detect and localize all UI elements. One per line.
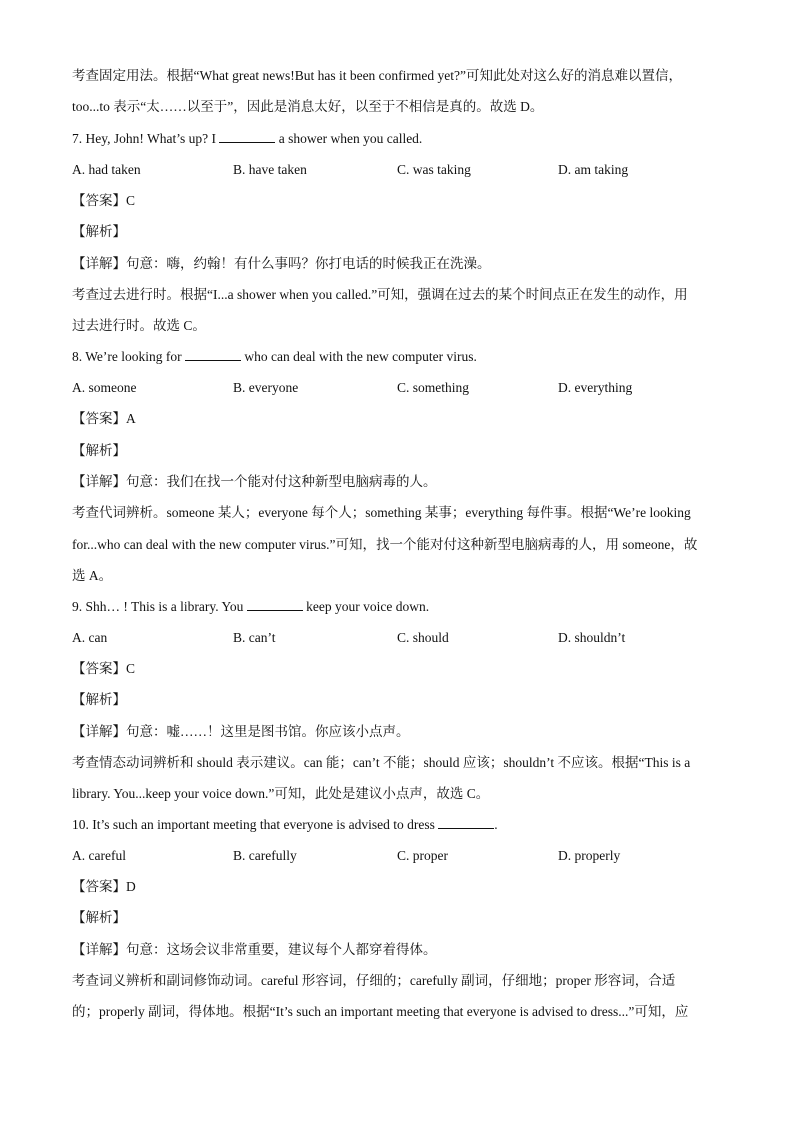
option-d: D. everything <box>558 380 633 395</box>
answer-blank <box>219 130 275 143</box>
option-a: A. can <box>72 630 108 645</box>
stem-text-after: . <box>494 817 498 832</box>
stem-text-after: a shower when you called. <box>275 131 423 146</box>
question-8-explain-2: for...who can deal with the new computer virus.”可知，找一个能对付这种新型电脑病毒的人，用 someone，故 <box>72 537 698 552</box>
question-10-explain-2: 的；properly 副词，得体地。根据“It’s such an important meeting that everyone is advised to dress...”可知，应 <box>72 1004 689 1019</box>
answer-blank <box>185 348 241 361</box>
option-c: C. should <box>397 630 449 645</box>
stem-text-before: 8. We’re looking for <box>72 349 186 364</box>
answer-blank <box>438 816 494 829</box>
intro-line-2: too...to 表示“太……以至于”，因此是消息太好，以至于不相信是真的。故选 D。 <box>72 99 544 114</box>
question-8-answer: 【答案】A <box>72 411 136 426</box>
stem-text-after: keep your voice down. <box>302 599 430 614</box>
question-10-analysis: 【解析】 <box>72 910 126 925</box>
option-a: A. had taken <box>72 162 141 177</box>
intro-line-1: 考查固定用法。根据“What great news!But has it been confirmed yet?”可知此处对这么好的消息难以置信， <box>72 68 683 83</box>
option-b: B. have taken <box>233 162 307 177</box>
question-7-explain-1: 考查过去进行时。根据“I...a shower when you called.”可知，强调在过去的某个时间点正在发生的动作，用 <box>72 287 688 302</box>
question-9-stem <box>72 597 732 617</box>
question-9-analysis: 【解析】 <box>72 692 126 707</box>
stem-text-before: 9. Shh… ! This is a library. You <box>72 599 247 614</box>
option-d: D. shouldn’t <box>558 630 626 645</box>
stem-text-before: 7. Hey, John! What’s up? I <box>72 131 220 146</box>
stem-text-after: who can deal with the new computer virus. <box>241 349 477 364</box>
question-10-detail: 【详解】句意：这场会议非常重要，建议每个人都穿着得体。 <box>72 942 437 957</box>
question-7-answer: 【答案】C <box>72 193 136 208</box>
question-7-explain-2: 过去进行时。故选 C。 <box>72 318 206 333</box>
option-b: B. can’t <box>233 630 276 645</box>
option-d: D. am taking <box>558 162 629 177</box>
question-8-detail: 【详解】句意：我们在找一个能对付这种新型电脑病毒的人。 <box>72 474 437 489</box>
question-8-analysis: 【解析】 <box>72 443 126 458</box>
stem-text-before: 10. It’s such an important meeting that everyone is advised to dress <box>72 817 439 832</box>
option-b: B. carefully <box>233 848 297 863</box>
question-9-explain-2: library. You...keep your voice down.”可知，此处是建议小点声，故选 C。 <box>72 786 490 801</box>
question-9-detail: 【详解】句意：嘘……！这里是图书馆。你应该小点声。 <box>72 724 410 739</box>
option-c: C. something <box>397 380 470 395</box>
question-8-explain-3: 选 A。 <box>72 568 113 583</box>
question-7-detail: 【详解】句意：嗨，约翰！有什么事吗？你打电话的时候我正在洗澡。 <box>72 256 491 271</box>
option-a: A. someone <box>72 380 137 395</box>
option-c: C. was taking <box>397 162 471 177</box>
question-8-stem <box>72 347 732 367</box>
question-8-explain-1: 考查代词辨析。someone 某人；everyone 每个人；something 某事；everything 每件事。根据“We’re looking <box>72 505 691 520</box>
option-c: C. proper <box>397 848 448 863</box>
question-7-stem <box>72 129 732 149</box>
question-10-stem <box>72 815 732 835</box>
question-9-answer: 【答案】C <box>72 661 136 676</box>
question-9-explain-1: 考查情态动词辨析和 should 表示建议。can 能；can’t 不能；should 应该；shouldn’t 不应该。根据“This is a <box>72 755 691 770</box>
option-a: A. careful <box>72 848 126 863</box>
answer-blank <box>247 598 303 611</box>
option-b: B. everyone <box>233 380 299 395</box>
option-d: D. properly <box>558 848 621 863</box>
question-7-analysis: 【解析】 <box>72 224 126 239</box>
question-10-answer: 【答案】D <box>72 879 136 894</box>
question-10-explain-1: 考查词义辨析和副词修饰动词。careful 形容词，仔细的；carefully 副词，仔细地；proper 形容词，合适 <box>72 973 676 988</box>
